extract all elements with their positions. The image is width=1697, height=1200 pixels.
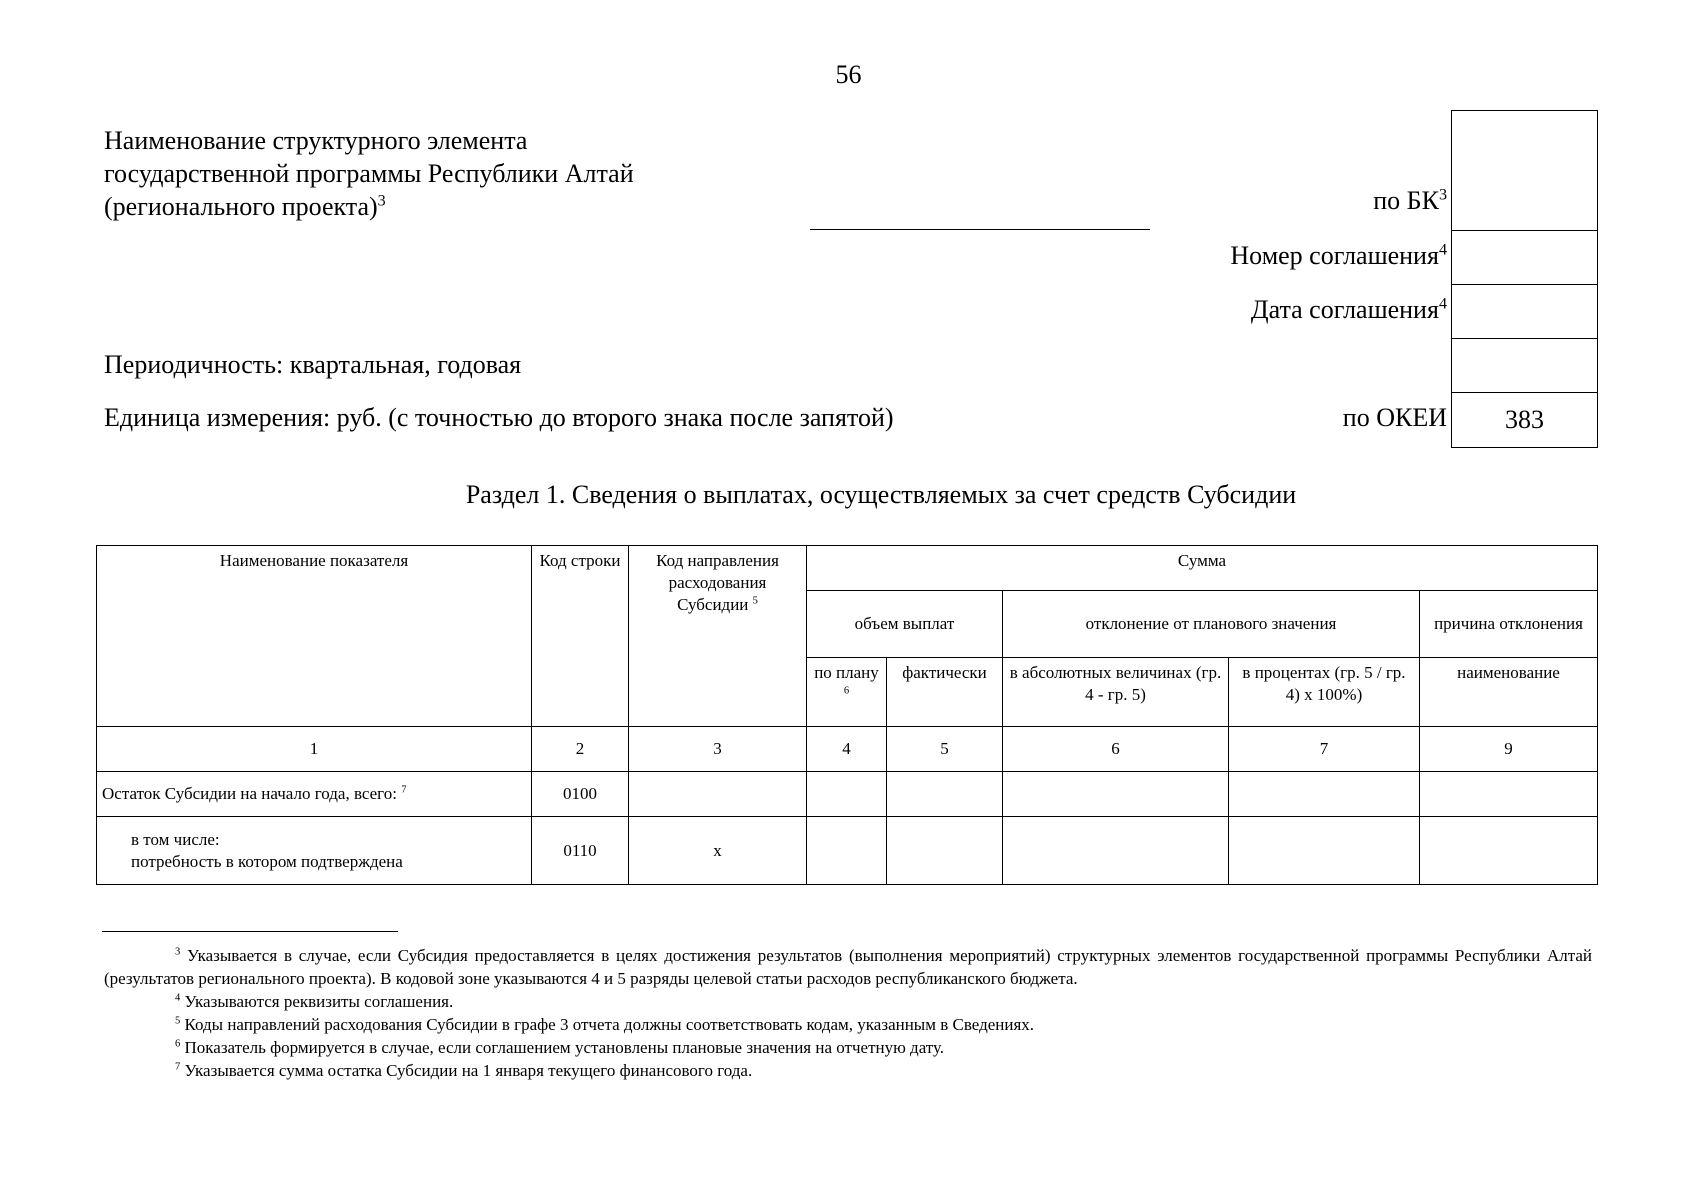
row-name: в том числе: потребность в котором подтверждена <box>97 817 532 885</box>
column-number: 9 <box>1420 727 1598 772</box>
okei-code-cell: 383 <box>1452 393 1597 448</box>
header-payment-volume: объем выплат <box>807 591 1003 658</box>
header-direction-code: Код направления расходования Субсидии $^5$ <box>629 546 807 727</box>
footnote: $^7$ Указывается сумма остатка Субсидии на 1 января текущего финансового года. <box>175 1061 753 1080</box>
title-line-3: (регионального проекта)$^3$ <box>104 192 386 221</box>
table-row <box>97 772 1598 817</box>
agreement-date-cell <box>1452 285 1597 339</box>
column-number: 7 <box>1229 727 1420 772</box>
row-code: 0110 <box>532 817 629 885</box>
cell-percent <box>1229 817 1420 885</box>
title-line-1: Наименование структурного элемента <box>104 126 528 155</box>
cell-reason <box>1420 772 1598 817</box>
header-reason-name: наименование <box>1420 658 1598 727</box>
header-row-code: Код строки <box>532 546 629 727</box>
header-sum: Сумма <box>807 546 1598 591</box>
section-title: Раздел 1. Сведения о выплатах, осуществляемых за счет средств Субсидии <box>465 480 1297 509</box>
cell-plan <box>807 772 887 817</box>
agreement-number-label: Номер соглашения$^4$ <box>1230 241 1447 270</box>
periodicity-code-cell <box>1452 339 1597 393</box>
footnote: $^6$ Показатель формируется в случае, если соглашением установлены плановые значения на отчетную дату. <box>175 1038 945 1057</box>
row-direction <box>629 772 807 817</box>
footnote-separator <box>102 931 398 932</box>
header-actual: фактически <box>887 658 1003 727</box>
title-fill-line <box>810 229 1150 230</box>
agreement-number-cell <box>1452 231 1597 285</box>
header-reason: причина отклонения <box>1420 591 1598 658</box>
row-name: Остаток Субсидии на начало года, всего: $^7$ <box>97 772 532 817</box>
footnote: $^3$ Указывается в случае, если Субсидия предоставляется в целях достижения результатов (выполнения мероприятий) структурных элементов государственной программы Республики Алтай (результатов регионального проекта). В кодовой зоне указываются 4 и 5 разряды целевой статьи расходов республиканского бюджета. <box>104 946 1593 988</box>
unit-of-measure: Единица измерения: руб. (с точностью до второго знака после запятой) <box>104 403 894 432</box>
column-number: 2 <box>532 727 629 772</box>
column-number: 6 <box>1003 727 1229 772</box>
column-numbers-row <box>97 727 1598 772</box>
header-plan: по плану $^6$ <box>807 658 887 727</box>
structural-element-title <box>104 124 634 223</box>
title-line-2: государственной программы Республики Алтай <box>104 159 634 188</box>
footnote: $^4$ Указываются реквизиты соглашения. <box>175 992 454 1011</box>
header-deviation: отклонение от планового значения <box>1003 591 1420 658</box>
footnotes <box>104 944 1592 1082</box>
cell-percent <box>1229 772 1420 817</box>
table-row <box>97 817 1598 885</box>
agreement-date-label: Дата соглашения$^4$ <box>1250 295 1447 324</box>
okei-label: по ОКЕИ <box>1342 403 1447 432</box>
page-number: 56 <box>835 60 862 89</box>
column-number: 1 <box>97 727 532 772</box>
cell-actual <box>887 817 1003 885</box>
row-code: 0100 <box>532 772 629 817</box>
title-footnote-ref: 3 <box>377 192 386 210</box>
header-indicator-name: Наименование показателя <box>97 546 532 727</box>
cell-reason <box>1420 817 1598 885</box>
bk-code-cell <box>1452 111 1597 231</box>
bk-label: по $БК^3$ <box>1373 186 1447 215</box>
footnote: $^5$ Коды направлений расходования Субсидии в графе 3 отчета должны соответствовать кодам, указанным в Сведениях. <box>175 1015 1035 1034</box>
cell-absolute <box>1003 772 1229 817</box>
cell-actual <box>887 772 1003 817</box>
column-number: 4 <box>807 727 887 772</box>
header-percent: в процентах (гр. 5 / гр. 4) х 100%) <box>1229 658 1420 727</box>
column-number: 3 <box>629 727 807 772</box>
cell-plan <box>807 817 887 885</box>
header-absolute: в абсолютных величинах (гр. 4 - гр. 5) <box>1003 658 1229 727</box>
column-number: 5 <box>887 727 1003 772</box>
code-zone <box>1451 110 1598 448</box>
cell-absolute <box>1003 817 1229 885</box>
row-direction: х <box>629 817 807 885</box>
payments-table <box>96 545 1598 885</box>
periodicity: Периодичность: квартальная, годовая <box>104 350 522 379</box>
